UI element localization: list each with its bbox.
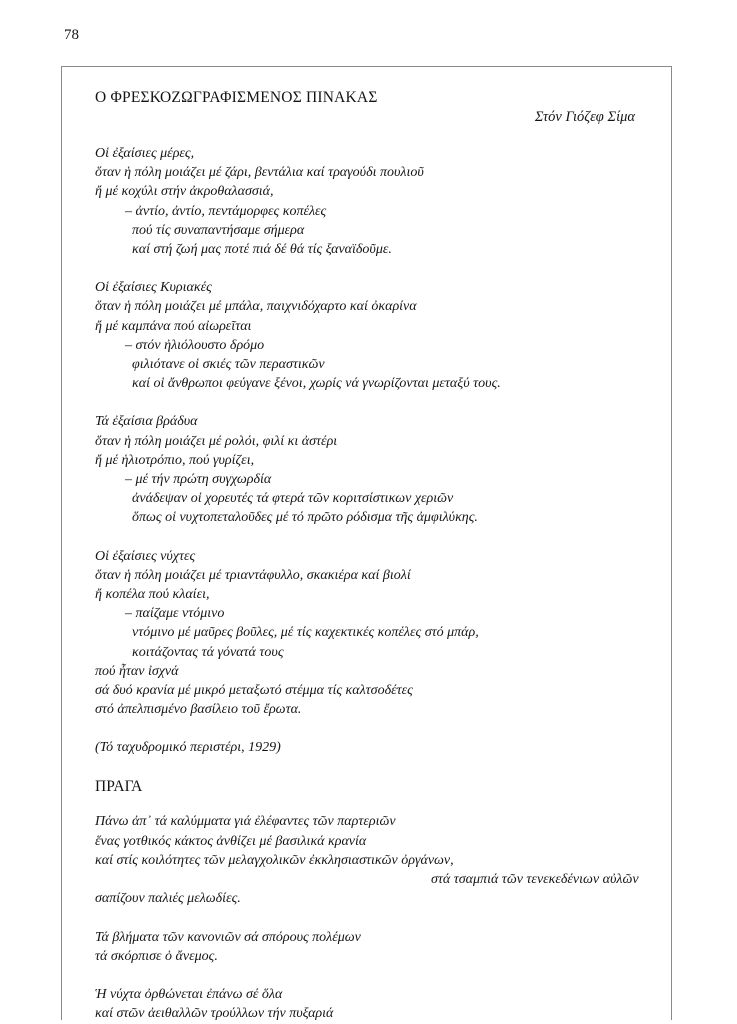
- verse-line: ὅταν ἡ πόλη μοιάζει μέ μπάλα, παιχνιδόχαρτο καί ὀκαρίνα: [95, 299, 417, 315]
- verse-line: – ἀντίο, ἀντίο, πεντάμορφες κοπέλες: [125, 203, 327, 219]
- verse-line: Ἡ νύχτα ὀρθώνεται ἐπάνω σέ ὅλα: [95, 986, 283, 1002]
- verse-line: ἀνάδεψαν οἱ χορευτές τά φτερά τῶν κοριτσίστικων χεριῶν: [132, 491, 454, 507]
- verse-line: ὅπως οἱ νυχτοπεταλοῦδες μέ τό πρῶτο ρόδισμα τῆς ἀμφιλύκης.: [132, 510, 478, 526]
- verse-line: Οἱ ἐξαίσιες μέρες,: [95, 146, 195, 161]
- verse-line: ἤ μέ καμπάνα πού αἰωρεῖται: [95, 318, 252, 334]
- stanza-4: [95, 547, 655, 720]
- poem-dedication: Στόν Γιόζεφ Σίμα: [534, 109, 635, 125]
- page-content: [95, 88, 655, 1023]
- page-number: 78: [64, 27, 79, 43]
- verse-line: σαπίζουν παλιές μελωδίες.: [95, 891, 241, 907]
- stanza-3: [95, 412, 655, 527]
- verse-line: ἤ κοπέλα πού κλαίει,: [95, 587, 210, 603]
- verse-line: ἕνας γοτθικός κάκτος ἀνθίζει μέ βασιλικά κρανία: [95, 833, 367, 849]
- verse-line: – μέ τήν πρώτη συγχωρδία: [125, 472, 272, 488]
- verse-line: καί στή ζωή μας ποτέ πιά δέ θά τίς ξαναϊδοῦμε.: [132, 242, 392, 258]
- verse-line: – παίζαμε ντόμινο: [125, 606, 225, 622]
- verse-line: ἤ μέ κοχύλι στήν ἀκροθαλασσιά,: [95, 184, 274, 200]
- verse-line: ἤ μέ ἡλιοτρόπιο, πού γυρίζει,: [95, 452, 255, 468]
- stanza-3: [95, 985, 655, 1023]
- verse-line: καί οἱ ἄνθρωποι φεύγανε ξένοι, χωρίς νά γνωρίζονται μεταξύ τους.: [132, 376, 501, 392]
- verse-line: στά τσαμπιά τῶν τενεκεδένιων αὐλῶν: [431, 872, 639, 888]
- verse-line: Τά ἐξαίσια βράδυα: [95, 414, 198, 430]
- stanza-1: [95, 812, 655, 908]
- poem-title: Ο ΦΡΕΣΚΟΖΩΓΡΑΦΙΣΜΕΝΟΣ ΠΙΝΑΚΑΣ: [95, 89, 378, 106]
- poem-attribution: (Τό ταχυδρομικό περιστέρι, 1929): [95, 740, 281, 756]
- verse-line: ὅταν ἡ πόλη μοιάζει μέ τριαντάφυλλο, σκακιέρα καί βιολί: [95, 567, 411, 583]
- verse-line: ὅταν ἡ πόλη μοιάζει μέ ρολόι, φιλί κι ἀστέρι: [95, 433, 338, 449]
- poem-title: ΠΡΑΓΑ: [95, 778, 143, 796]
- verse-line: ὅταν ἡ πόλη μοιάζει μέ ζάρι, βεντάλια καί τραγούδι πουλιοῦ: [95, 165, 424, 181]
- verse-line: καί στίς κοιλότητες τῶν μελαγχολικῶν ἐκκλησιαστικῶν ὀργάνων,: [95, 852, 454, 868]
- verse-line: καί στῶν ἀειθαλλῶν τρούλλων τήν πυξαριά: [95, 1006, 334, 1022]
- verse-line: πού τίς συναπαντήσαμε σήμερα: [132, 222, 305, 238]
- verse-line: Τά βλήματα τῶν κανονιῶν σά σπόρους πολέμων: [95, 929, 361, 945]
- verse-line: πού ἦταν ἰσχνά: [95, 663, 179, 679]
- verse-line: κοιτάζοντας τά γόνατά τους: [132, 644, 284, 660]
- verse-line: – στόν ἠλιόλουστο δρόμο: [125, 337, 265, 353]
- verse-line: στό ἀπελπισμένο βασίλειο τοῦ ἔρωτα.: [95, 702, 302, 718]
- verse-line: φιλιότανε οἱ σκιές τῶν περαστικῶν: [132, 357, 325, 373]
- verse-line: τά σκόρπισε ὁ ἄνεμος.: [95, 948, 218, 964]
- verse-line: ντόμινο μέ μαῦρες βοῦλες, μέ τίς καχεκτικές κοπέλες στό μπάρ,: [132, 625, 479, 641]
- verse-line: Πάνω ἀπ᾽ τά καλύμματα γιά ἐλέφαντες τῶν παρτεριῶν: [95, 814, 396, 830]
- verse-line: Οἱ ἐξαίσιες νύχτες: [95, 548, 196, 564]
- stanza-2: [95, 278, 655, 393]
- verse-line: σά δυό κρανία μέ μικρό μεταξωτό στέμμα τίς καλτσοδέτες: [95, 683, 413, 699]
- stanza-1: [95, 144, 655, 259]
- stanza-2: [95, 928, 655, 966]
- verse-line: Οἱ ἐξαίσιες Κυριακές: [95, 280, 212, 296]
